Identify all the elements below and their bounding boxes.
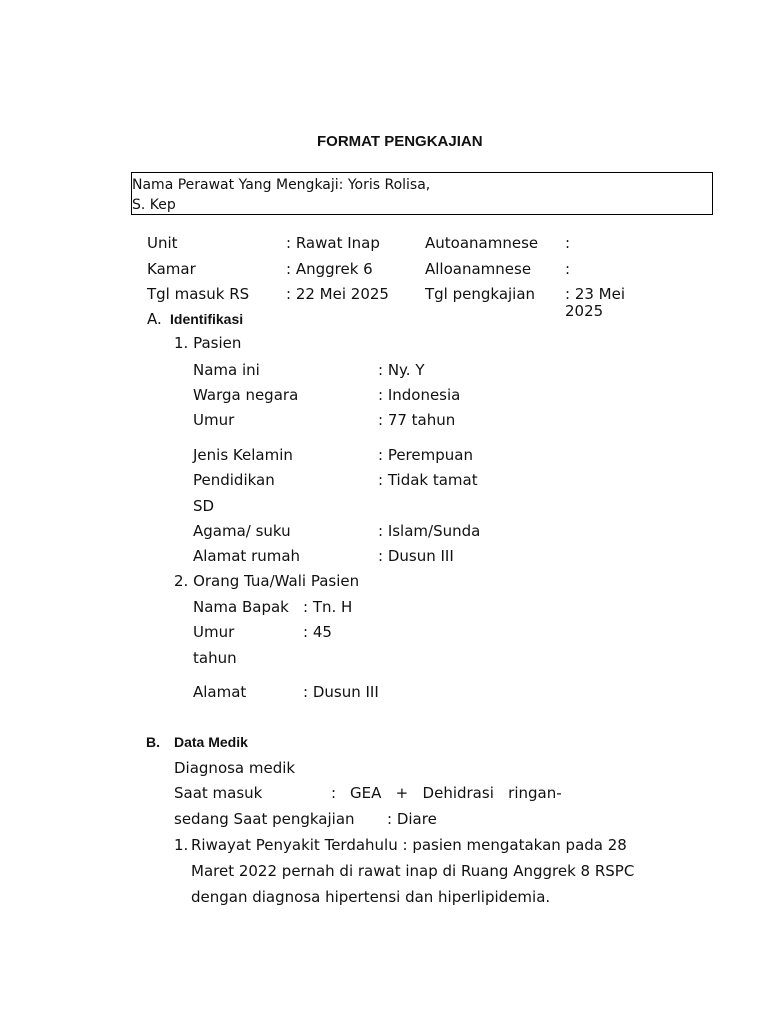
- wali-umur-label: Umur: [193, 623, 235, 641]
- section-b-heading: Data Medik: [174, 734, 248, 750]
- alamat-rumah-value: : Dusun III: [378, 547, 454, 565]
- tgl-masuk-label: Tgl masuk RS: [147, 285, 250, 303]
- section-a-heading: Identifikasi: [170, 311, 244, 327]
- nurse-name-line1: Nama Perawat Yang Mengkaji: Yoris Rolisa,: [132, 177, 431, 193]
- nama-label: Nama ini: [193, 361, 260, 379]
- unit-label: Unit: [147, 234, 178, 252]
- saat-pengkajian-value: : Diare: [387, 810, 437, 828]
- pendidikan-value: : Tidak tamat: [378, 471, 478, 489]
- warga-negara-label: Warga negara: [193, 386, 299, 404]
- agama-label: Agama/ suku: [193, 522, 291, 540]
- riwayat-line-3: dengan diagnosa hipertensi dan hiperlipidemia.: [191, 888, 551, 906]
- warga-negara-value: : Indonesia: [378, 386, 461, 404]
- saat-masuk-colon: :: [331, 784, 337, 802]
- saat-masuk-label: Saat masuk: [174, 784, 263, 802]
- nama-bapak-label: Nama Bapak: [193, 598, 289, 616]
- pendidikan-value-cont: SD: [193, 497, 215, 515]
- section-a-letter: A.: [147, 310, 162, 328]
- kamar-value: : Anggrek 6: [286, 260, 373, 278]
- tgl-pengkajian-value-cont: 2025: [565, 302, 604, 320]
- kamar-label: Kamar: [147, 260, 196, 278]
- riwayat-number: 1.: [174, 836, 189, 854]
- tgl-masuk-value: : 22 Mei 2025: [286, 285, 389, 303]
- pasien-heading: 1. Pasien: [174, 334, 242, 352]
- wali-umur-value: : 45: [303, 623, 332, 641]
- wali-alamat-label: Alamat: [193, 683, 247, 701]
- saat-masuk-value: GEA + Dehidrasi ringan-: [350, 784, 562, 802]
- wali-heading: 2. Orang Tua/Wali Pasien: [174, 572, 360, 590]
- alloanamnese-label: Alloanamnese: [425, 260, 532, 278]
- saat-pengkajian-line: sedang Saat pengkajian: [174, 810, 355, 828]
- autoanamnese-value: :: [565, 234, 571, 252]
- pendidikan-label: Pendidikan: [193, 471, 275, 489]
- umur-label: Umur: [193, 411, 235, 429]
- agama-value: : Islam/Sunda: [378, 522, 481, 540]
- diagnosa-medik: Diagnosa medik: [174, 759, 296, 777]
- nurse-name-line2: S. Kep: [132, 197, 176, 213]
- nurse-info-box: [131, 172, 713, 215]
- alloanamnese-value: :: [565, 260, 571, 278]
- nama-value: : Ny. Y: [378, 361, 425, 379]
- alamat-rumah-label: Alamat rumah: [193, 547, 301, 565]
- section-b-letter: B.: [146, 734, 160, 750]
- unit-value: : Rawat Inap: [286, 234, 380, 252]
- riwayat-line-1: Riwayat Penyakit Terdahulu : pasien mengatakan pada 28: [191, 836, 627, 854]
- wali-alamat-value: : Dusun III: [303, 683, 379, 701]
- tgl-pengkajian-label: Tgl pengkajian: [425, 285, 536, 303]
- jenis-kelamin-label: Jenis Kelamin: [193, 446, 293, 464]
- riwayat-line-2: Maret 2022 pernah di rawat inap di Ruang Anggrek 8 RSPC: [191, 862, 635, 880]
- jenis-kelamin-value: : Perempuan: [378, 446, 473, 464]
- wali-umur-value-cont: tahun: [193, 649, 237, 667]
- umur-value: : 77 tahun: [378, 411, 456, 429]
- tgl-pengkajian-value: : 23 Mei: [565, 285, 626, 303]
- page-title: FORMAT PENGKAJIAN: [317, 133, 483, 150]
- nama-bapak-value: : Tn. H: [303, 598, 353, 616]
- autoanamnese-label: Autoanamnese: [425, 234, 539, 252]
